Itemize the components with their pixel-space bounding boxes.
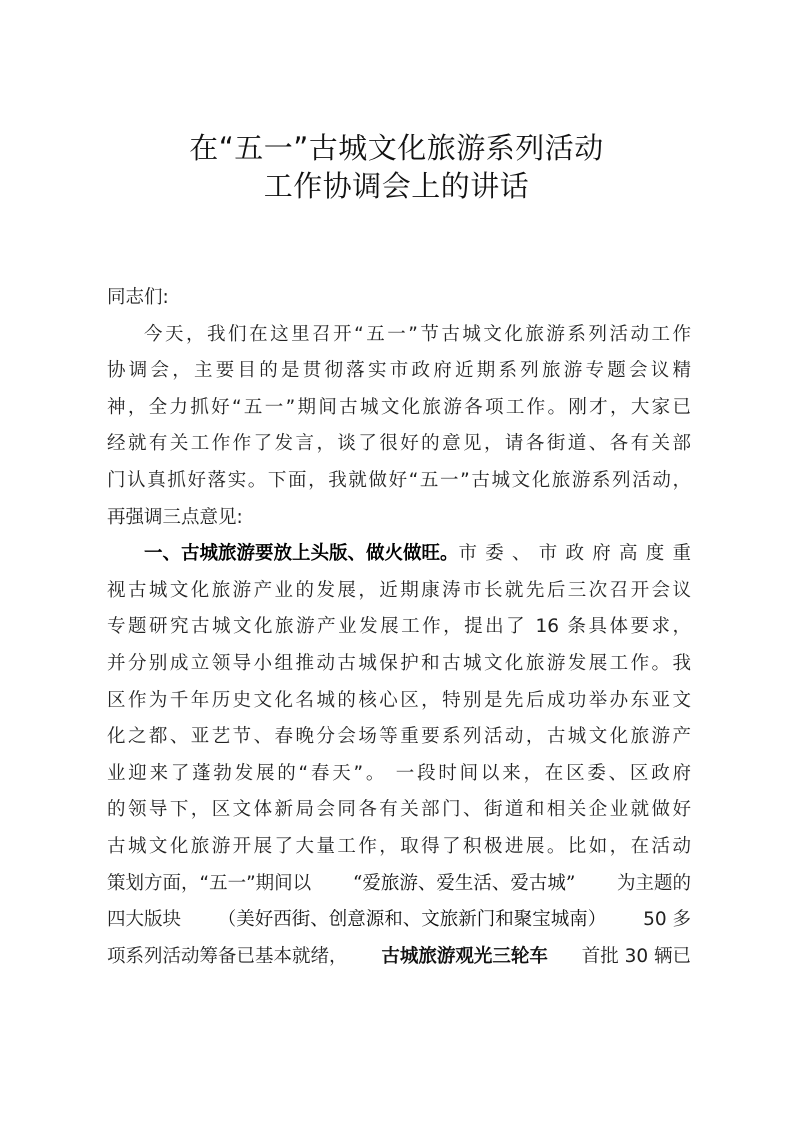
document-title (0, 129, 793, 205)
line-text: 的领导下，区文体新局会同各有关部门、街道和相关企业就做好 (107, 799, 691, 821)
paragraph-line (107, 939, 691, 976)
title-line-1: 在“五一”古城文化旅游系列活动 (189, 131, 604, 165)
section-1 (107, 536, 691, 975)
paragraph-line (107, 792, 691, 829)
line-text: 项系列活动筹备已基本就绪， (107, 945, 348, 967)
line-text: 四大版块 (107, 909, 182, 931)
line-text: 50 多 (643, 909, 691, 931)
line-text: 协调会，主要目的是贯彻落实市政府近期系列旅游专题会议精 (107, 360, 691, 382)
line-text: 并分别成立领导小组推动古城保护和古城文化旅游发展工作。我 (107, 652, 691, 674)
paragraph-line (107, 463, 691, 500)
line-text: 神，全力抓好“五一”期间古城文化旅游各项工作。刚才，大家已 (107, 396, 691, 418)
title-line-2: 工作协调会上的讲话 (263, 169, 530, 203)
paragraph-1 (107, 317, 691, 537)
section-heading-line (107, 536, 691, 573)
line-text: 再强调三点意见: (107, 506, 243, 528)
theme-text: “爱旅游、爱生活、爱古城” (352, 872, 576, 894)
line-text: 业迎来了蓬勃发展的“春天”。 一段时间以来，在区委、区政府 (107, 762, 691, 784)
paragraph-line (107, 573, 691, 610)
paragraph-line (107, 426, 691, 463)
line-text: 今天，我们在这里召开“五一”节古城文化旅游系列活动工作 (144, 323, 691, 345)
blocks-text: （美好西街、创意源和、文旅新门和聚宝城南） (217, 909, 607, 931)
salutation (107, 280, 691, 317)
paragraph-line (107, 866, 691, 903)
salutation-text: 同志们: (107, 287, 169, 308)
paragraph-line (107, 719, 691, 756)
paragraph-line (107, 390, 691, 427)
document-body (107, 280, 691, 975)
section-heading: 一、古城旅游要放上头版、做火做旺。 (144, 543, 459, 565)
line-text: 化之都、亚艺节、春晚分会场等重要系列活动，古城文化旅游产 (107, 726, 691, 748)
paragraph-line (107, 500, 691, 537)
line-text: 经就有关工作作了发言，谈了很好的意见，请各街道、各有关部 (107, 433, 691, 455)
paragraph-line (107, 756, 691, 793)
paragraph-line (107, 609, 691, 646)
paragraph-line (107, 902, 691, 939)
line-text: 古城文化旅游开展了大量工作，取得了积极进展。比如，在活动 (107, 835, 691, 857)
line-text: 门认真抓好落实。下面，我就做好“五一”古城文化旅游系列活动， (107, 469, 691, 491)
line-text: 专题研究古城文化旅游产业发展工作，提出了 16 条具体要求， (107, 616, 691, 638)
line-text: 首批 30 辆已 (581, 945, 691, 967)
line-text: 策划方面，“五一”期间以 (107, 872, 312, 894)
paragraph-line (107, 646, 691, 683)
paragraph-line (107, 317, 691, 354)
line-text: 区作为千年历史文化名城的核心区，特别是先后成功举办东亚文 (107, 689, 691, 711)
paragraph-line (107, 829, 691, 866)
paragraph-line (107, 683, 691, 720)
highlight-text: 古城旅游观光三轮车 (381, 945, 548, 967)
line-text: 为主题的 (616, 872, 691, 894)
line-text: 市委、市政府高度重 (458, 543, 691, 565)
line-text: 视古城文化旅游产业的发展，近期康涛市长就先后三次召开会议 (107, 579, 691, 601)
paragraph-line (107, 353, 691, 390)
